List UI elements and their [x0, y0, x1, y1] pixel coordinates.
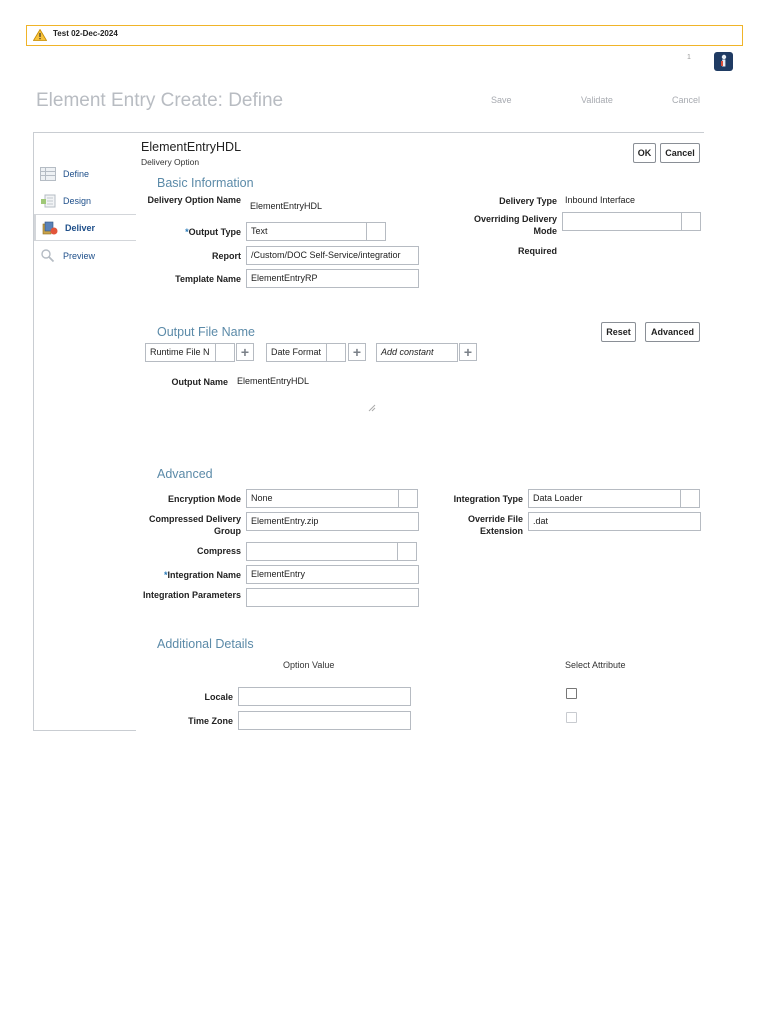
- required-star: *: [163, 570, 168, 580]
- required-label: Required: [517, 246, 557, 256]
- content-frame-top: [33, 132, 704, 133]
- integration-parameters-label: Integration Parameters: [142, 590, 241, 600]
- nav-item-preview[interactable]: [34, 242, 136, 269]
- overriding-delivery-mode-label: Overriding Delivery Mode: [473, 214, 557, 236]
- delivery-type-label: Delivery Type: [499, 196, 557, 206]
- content-frame-bottom: [33, 730, 136, 731]
- resize-handle-icon[interactable]: [368, 404, 376, 412]
- locale-select-checkbox[interactable]: [566, 688, 577, 699]
- override-file-extension-field[interactable]: .dat: [528, 512, 701, 531]
- report-field[interactable]: /Custom/DOC Self-Service/integratior: [246, 246, 419, 265]
- nav-item-deliver[interactable]: [34, 214, 136, 241]
- nav-item-design[interactable]: [34, 187, 136, 214]
- runtime-file-token-select[interactable]: Runtime File N: [145, 343, 235, 362]
- integration-name-field[interactable]: ElementEntry: [246, 565, 419, 584]
- nav-label-deliver: Deliver: [65, 222, 96, 233]
- output-type-label: [141, 226, 241, 238]
- integration-name-label-text: Integration Name: [167, 570, 241, 580]
- validate-button[interactable]: Validate: [581, 95, 613, 105]
- locale-label: Locale: [204, 692, 233, 702]
- add-constant-field[interactable]: Add constant: [376, 343, 458, 362]
- time-zone-select-checkbox[interactable]: [566, 712, 577, 723]
- compressed-delivery-group-field[interactable]: ElementEntry.zip: [246, 512, 419, 531]
- add-plus-icon[interactable]: +: [348, 343, 366, 361]
- time-zone-field[interactable]: [238, 711, 411, 730]
- reset-button[interactable]: Reset: [601, 322, 636, 342]
- page-title: Element Entry Create: Define: [36, 90, 284, 111]
- required-star: *: [185, 227, 189, 237]
- additional-details-title: Additional Details: [157, 637, 254, 651]
- advanced-title: Advanced: [157, 467, 213, 481]
- design-icon: [40, 194, 56, 208]
- cancel-top-button[interactable]: Cancel: [672, 95, 701, 105]
- warning-bar: [26, 25, 743, 46]
- add-plus-icon[interactable]: +: [236, 343, 254, 361]
- warning-icon: [33, 29, 47, 41]
- delivery-option-name-label: Delivery Option Name: [147, 195, 241, 205]
- nav-item-define[interactable]: [34, 160, 136, 187]
- overriding-delivery-mode-select[interactable]: [562, 212, 701, 231]
- encryption-mode-label: Encryption Mode: [167, 494, 241, 504]
- delivery-option-subtitle: Delivery Option: [141, 157, 200, 167]
- compressed-delivery-group-label: Compressed Delivery Group: [148, 514, 241, 536]
- preview-icon: [40, 249, 56, 263]
- output-name-value: ElementEntryHDL: [237, 376, 310, 386]
- output-name-label: Output Name: [171, 377, 228, 387]
- delivery-type-value: Inbound Interface: [565, 195, 636, 205]
- avatar-figure-icon: [714, 52, 733, 71]
- save-button[interactable]: Save: [491, 95, 512, 105]
- select-attribute-header: Select Attribute: [565, 660, 626, 670]
- cancel-button[interactable]: Cancel: [660, 143, 700, 163]
- compress-label: Compress: [196, 546, 241, 556]
- nav-label-design: Design: [63, 195, 92, 206]
- advanced-button[interactable]: Advanced: [645, 322, 700, 342]
- template-name-label: Template Name: [175, 274, 241, 284]
- output-file-name-title: Output File Name: [157, 325, 255, 339]
- basic-information-title: Basic Information: [157, 176, 254, 190]
- locale-field[interactable]: [238, 687, 411, 706]
- page-indicator: 1: [687, 54, 691, 61]
- delivery-option-title: ElementEntryHDL: [141, 140, 242, 154]
- delivery-option-name-value: ElementEntryHDL: [250, 201, 323, 211]
- option-value-header: Option Value: [283, 660, 335, 670]
- compress-select[interactable]: [246, 542, 417, 561]
- ok-button[interactable]: OK: [633, 143, 656, 163]
- deliver-icon: [42, 221, 58, 235]
- user-avatar-icon[interactable]: [714, 52, 733, 71]
- integration-type-select[interactable]: Data Loader: [528, 489, 700, 508]
- integration-name-label: [141, 569, 241, 581]
- encryption-mode-select[interactable]: None: [246, 489, 418, 508]
- output-type-label-text: Output Type: [188, 227, 241, 237]
- template-name-field[interactable]: ElementEntryRP: [246, 269, 419, 288]
- output-type-select[interactable]: Text: [246, 222, 386, 241]
- report-label: Report: [212, 251, 241, 261]
- add-plus-icon[interactable]: +: [459, 343, 477, 361]
- integration-parameters-field[interactable]: [246, 588, 419, 607]
- time-zone-label: Time Zone: [188, 716, 233, 726]
- date-format-token-select[interactable]: Date Format: [266, 343, 346, 362]
- define-icon: [40, 167, 56, 181]
- override-file-extension-label: Override File Extension: [467, 514, 523, 536]
- integration-type-label: Integration Type: [453, 494, 523, 504]
- warning-text: Test 02-Dec-2024: [53, 29, 118, 38]
- nav-label-preview: Preview: [63, 250, 96, 261]
- nav-label-define: Define: [63, 168, 90, 179]
